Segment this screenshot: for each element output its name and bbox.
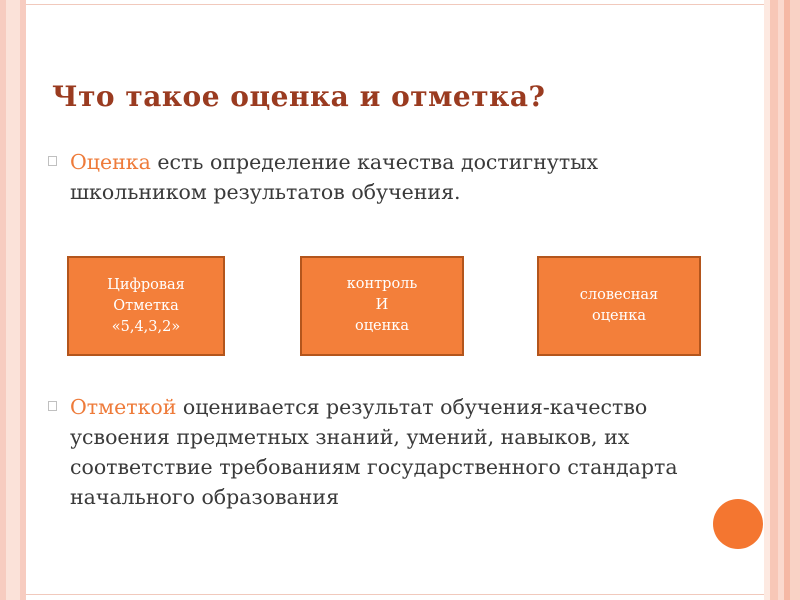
right-stripe (770, 0, 778, 600)
slide-title: Что такое оценка и отметка? (52, 80, 546, 113)
bullet-marker-icon (48, 401, 57, 411)
bullet-text (70, 392, 720, 512)
decorative-circle (713, 499, 763, 549)
top-border-line (26, 4, 764, 5)
box-control-and-assessment (300, 256, 464, 356)
box-line: контроль (346, 276, 418, 292)
bullet-definition: оценивается результат обучения-качество усвоения предметных знаний, умений, навыков, их соответствие требованиям государственного стандарта начального образования (70, 395, 678, 509)
bullet-term: Оценка (70, 150, 151, 174)
box-digital-mark (67, 256, 225, 356)
bullet-definition: есть определение качества достигнутых школьником результатов обучения. (70, 150, 599, 204)
box-line: оценка (354, 318, 409, 334)
right-stripe (790, 0, 800, 600)
box-line: словесная (579, 287, 659, 303)
box-verbal-assessment (537, 256, 701, 356)
box-line: И (375, 297, 389, 313)
bullet-term: Отметкой (70, 395, 177, 419)
box-line: оценка (591, 308, 646, 324)
bullet-text (70, 147, 720, 207)
box-line: Отметка (113, 297, 179, 314)
bullet-marker-icon (48, 156, 57, 166)
bottom-border-line (26, 594, 764, 595)
box-line: Цифровая (107, 276, 185, 293)
box-line: «5,4,3,2» (111, 318, 181, 335)
left-frame-inner (6, 0, 20, 600)
